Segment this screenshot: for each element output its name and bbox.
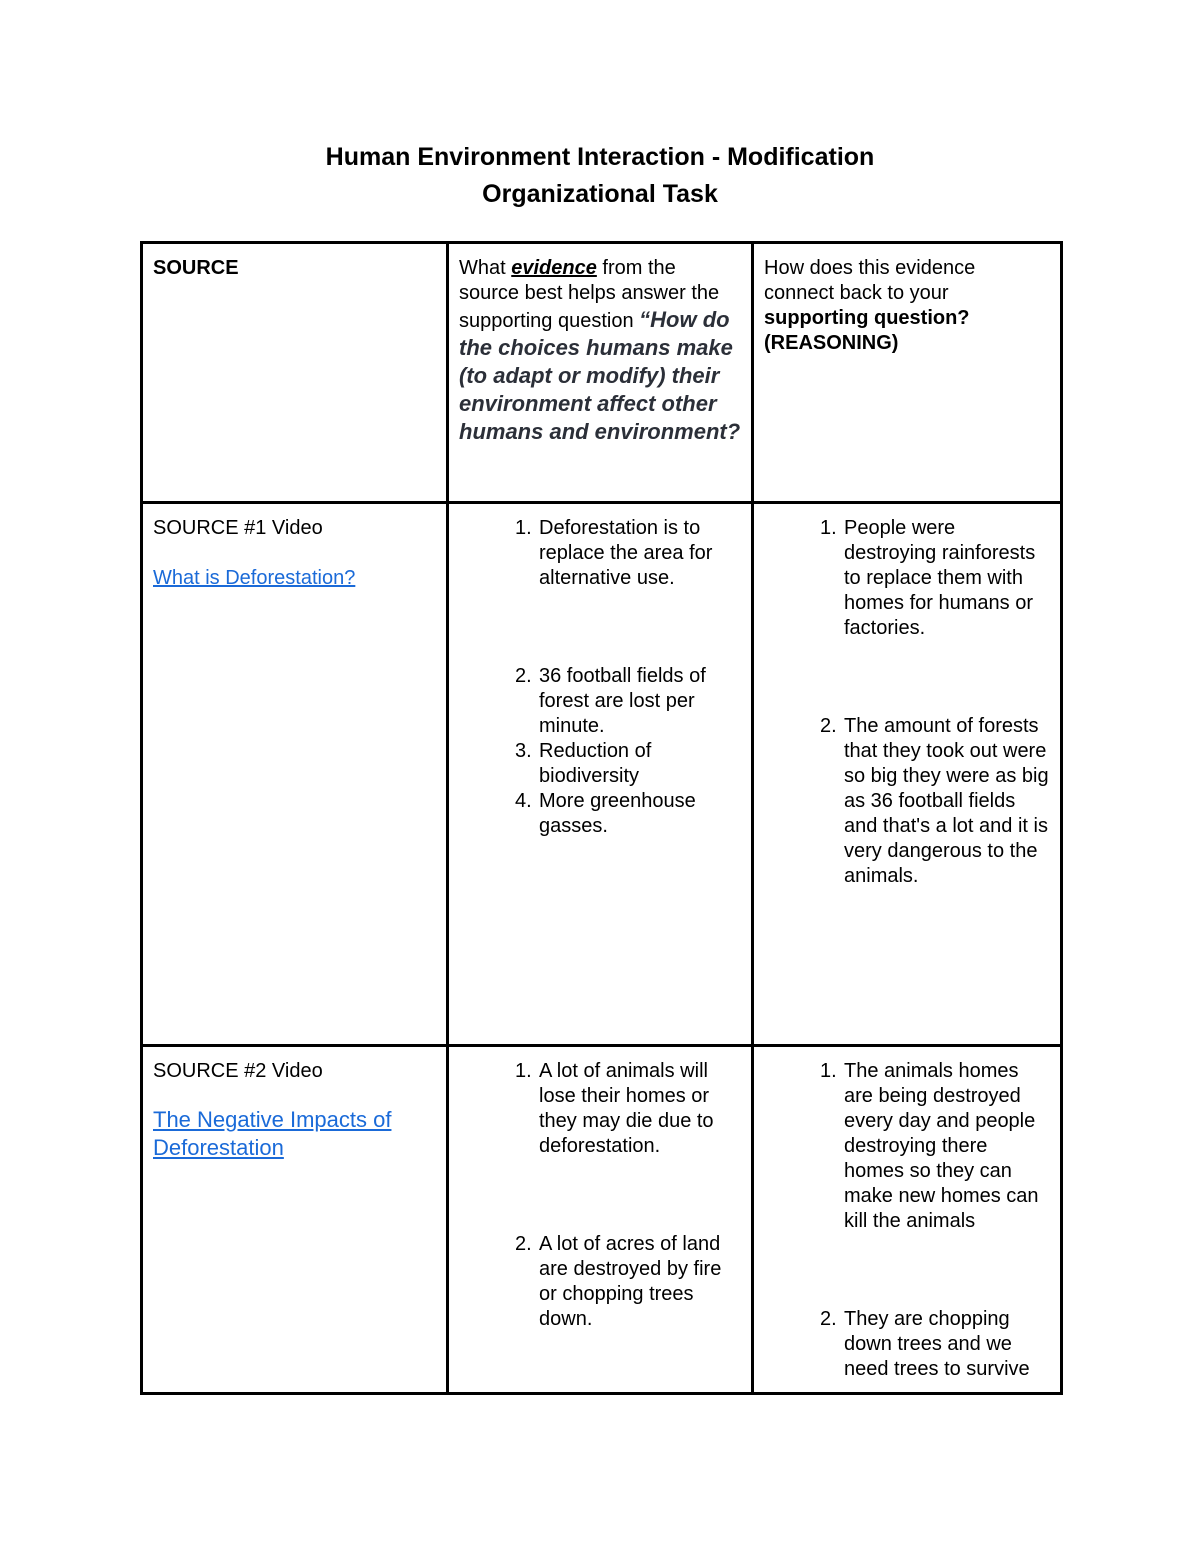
source2-cell [142, 1046, 448, 1394]
header-evidence-cell [448, 243, 753, 503]
list-item: 1. A lot of animals will lose their homes or they may die due to deforestation. [515, 1060, 714, 1157]
source1-evidence-cell [448, 503, 753, 1046]
list-item: 1. The animals homes are being destroyed every day and people destroying there homes so they can make new homes can kill the animals [820, 1060, 1039, 1232]
header-reasoning-cell [753, 243, 1062, 503]
header-evidence-emphasis: evidence [511, 257, 597, 279]
source2-link[interactable]: The Negative Impacts of Deforestation [153, 1107, 392, 1160]
list-item: 4. More greenhouse gasses. [515, 790, 696, 837]
page-subtitle: Organizational Task [482, 180, 718, 208]
list-item: 2. 36 football fields of forest are lost per minute. [515, 665, 706, 737]
header-evidence-mid: from the source best helps answer the supporting question [459, 257, 720, 332]
source1-reasoning-cell [753, 503, 1062, 1046]
source1-cell [142, 503, 448, 1046]
source1-evidence-list [459, 516, 741, 839]
list-item: 2. The amount of forests that they took out were so big they were as big as 36 football fields and that's a lot and it is very dangerous to the animals. [820, 715, 1049, 887]
source2-evidence-list [459, 1059, 741, 1332]
source2-reasoning-list [764, 1059, 1050, 1382]
list-item: 1. Deforestation is to replace the area for alternative use. [515, 517, 713, 589]
supporting-question: “How do the choices humans make (to adapt or modify) their environment affect other humans and environment? [459, 307, 741, 444]
header-reasoning-label: (REASONING) [764, 332, 899, 354]
page-title: Human Environment Interaction - Modification [325, 143, 875, 171]
table-header-row [142, 243, 1062, 503]
list-item: 1. People were destroying rainforests to replace them with homes for humans or factories. [820, 517, 1036, 639]
list-item: 2. A lot of acres of land are destroyed by fire or chopping trees down. [515, 1233, 722, 1330]
header-reasoning-prefix: How does this evidence connect back to your [764, 257, 976, 304]
source1-link[interactable]: What is Deforestation? [153, 567, 356, 589]
organizational-table [140, 241, 1063, 1395]
header-reasoning-bold: supporting question? [764, 307, 970, 329]
header-evidence-prefix: What [459, 257, 512, 279]
list-item: 3. Reduction of biodiversity [515, 740, 652, 787]
source2-row [142, 1046, 1062, 1394]
list-item: 2. They are chopping down trees and we need trees to survive [820, 1308, 1030, 1380]
source1-row [142, 503, 1062, 1046]
source1-reasoning-list [764, 516, 1050, 889]
header-source-cell [142, 243, 448, 503]
source2-evidence-cell [448, 1046, 753, 1394]
source2-label: SOURCE #2 Video [153, 1060, 323, 1082]
header-source-label: SOURCE [153, 257, 239, 279]
source1-label: SOURCE #1 Video [153, 517, 323, 539]
source2-reasoning-cell [753, 1046, 1062, 1394]
